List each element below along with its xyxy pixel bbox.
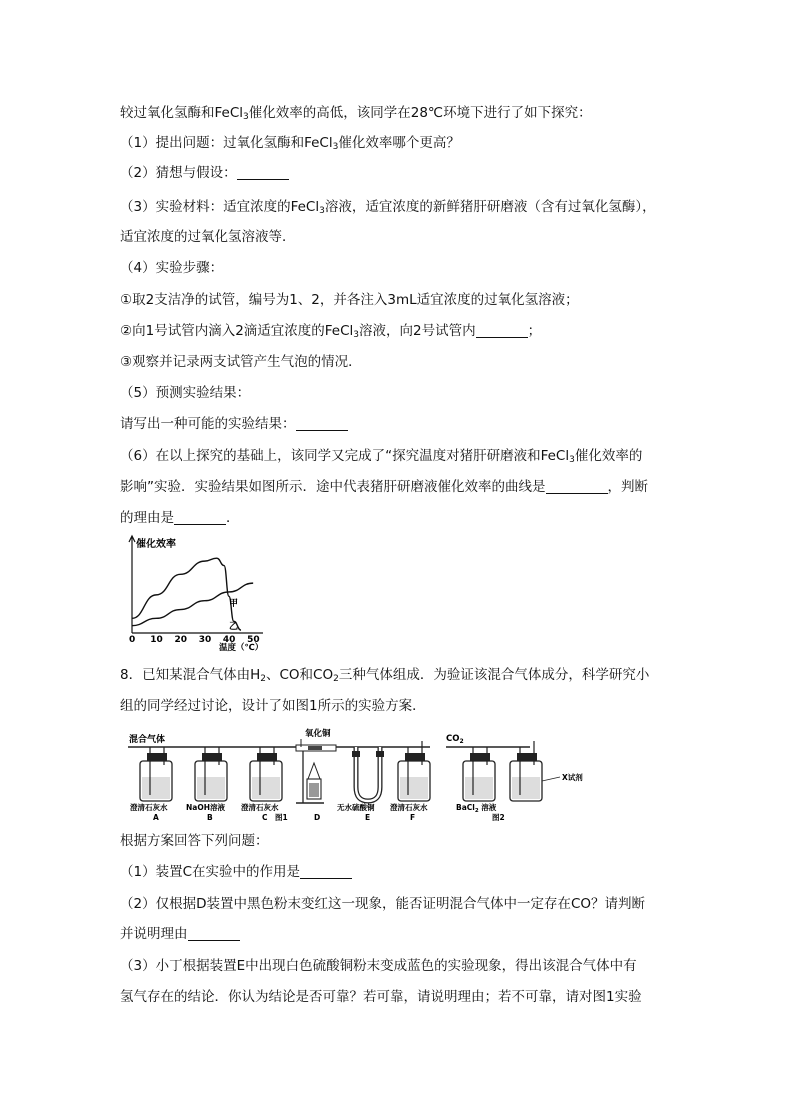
catalysis-efficiency-chart <box>118 533 268 653</box>
paragraph-line: （6）在以上探究的基础上，该同学又完成了“探究温度对猪肝研磨液和FeCl$_3$催化效率的 <box>120 448 643 465</box>
bottle-f-label: 澄清石灰水 <box>390 803 428 812</box>
question-text: （2）猜想与假设： <box>120 163 289 183</box>
co2-inlet-label: $CO_2$ <box>446 734 464 745</box>
bottle-x-reagent <box>510 741 560 801</box>
legend-label-yi: 乙 <box>229 622 239 632</box>
question-text: （1）提出问题：过氧化氢酶和FeCl$_3$催化效率哪个更高？ <box>120 135 460 152</box>
x-tick-label: 10 <box>150 635 163 645</box>
answer-blank[interactable] <box>476 323 528 338</box>
figure-2-caption: 图2 <box>492 813 505 822</box>
tube-e-label: 无水硫酸铜 <box>337 803 375 812</box>
apparatus-diagram <box>128 727 628 823</box>
bacl2-label: BaCl$_2$ 溶液 <box>456 803 497 814</box>
bottle-c-letter: C <box>262 813 268 822</box>
question-8-text: 8．已知某混合气体由$H_2$、CO和$CO_2$三种气体组成．为验证该混合气体成分，科学研究小 <box>120 667 650 684</box>
paragraph-line: （1）装置C在实验中的作用是 <box>120 862 352 882</box>
x-axis-label: 温度（℃） <box>219 643 264 653</box>
answer-blank[interactable] <box>296 416 348 431</box>
paragraph-line: ②向1号试管内滴入2滴适宜浓度的FeCl$_3$溶液，向2号试管内 ； <box>120 323 542 340</box>
paragraph-line: ③观察并记录两支试管产生气泡的情况． <box>120 354 362 370</box>
tube-e-letter: E <box>365 813 371 822</box>
bottle-f <box>398 741 430 801</box>
bottle-f-letter: F <box>410 813 416 822</box>
paragraph-line: 的理由是 ． <box>120 510 240 526</box>
paragraph-line: （2）仅根据D装置中黑色粉末变红这一现象，能否证明混合气体中一定存在CO？请判断 <box>120 896 646 912</box>
bottle-b-letter: B <box>207 813 213 822</box>
paragraph-line: 适宜浓度的过氧化氢溶液等． <box>120 229 296 245</box>
x-tick-label: 0 <box>129 635 136 645</box>
copper-oxide-label: 氧化铜 <box>305 729 331 739</box>
paragraph-line: 组的同学经过讨论，设计了如图1所示的实验方案． <box>120 698 426 714</box>
paragraph-line: 请写出一种可能的实验结果： <box>120 414 348 434</box>
x-tick-label: 40 <box>222 635 236 645</box>
paragraph-line: 较过氧化氢酶和FeCl$_3$催化效率的高低，该同学在28℃环境下进行了如下探究： <box>120 105 592 122</box>
heating-tube-d <box>296 739 336 803</box>
bottle-c-label: 澄清石灰水 <box>241 803 279 812</box>
x-tick-label: 20 <box>174 635 187 645</box>
tube-d-letter: D <box>314 813 321 822</box>
u-tube-e <box>352 747 384 801</box>
bottle-a-label: 澄清石灰水 <box>130 803 168 812</box>
paragraph-line: （3）小丁根据装置E中出现白色硫酸铜粉末变成蓝色的实验现象，得出该混合气体中有 <box>120 958 637 974</box>
x-tick-label: 50 <box>247 635 260 645</box>
paragraph-line: （3）实验材料：适宜浓度的FeCl$_3$溶液，适宜浓度的新鲜猪肝研磨液（含有过氧化氢酶）， <box>120 199 656 216</box>
paragraph-line: 根据方案回答下列问题： <box>120 833 269 849</box>
y-axis-label: 催化效率 <box>136 539 176 550</box>
paragraph-line: ①取2支洁净的试管，编号为1、2，并各注入3mL适宜浓度的过氧化氢溶液； <box>120 292 579 308</box>
bottle-bacl2 <box>463 747 495 801</box>
x-reagent-label: X试剂 <box>562 773 583 782</box>
bottle-a <box>140 747 172 801</box>
paragraph-line: （5）预测实验结果： <box>120 385 251 401</box>
paragraph-line: 并说明理由 <box>120 924 240 944</box>
bottle-b-label: NaOH溶液 <box>186 803 225 812</box>
bottle-c <box>250 747 282 801</box>
answer-blank[interactable] <box>300 864 352 879</box>
answer-blank[interactable] <box>546 479 608 494</box>
answer-blank[interactable] <box>237 165 289 180</box>
answer-blank[interactable] <box>174 510 226 525</box>
x-tick-label: 30 <box>198 635 212 645</box>
bottle-a-letter: A <box>153 813 159 822</box>
gas-inlet-label: 混合气体 <box>129 735 166 745</box>
answer-blank[interactable] <box>188 926 240 941</box>
bottle-b <box>195 747 227 801</box>
paragraph-line: （4）实验步骤： <box>120 260 224 276</box>
figure-1-caption: 图1 <box>275 813 288 822</box>
paragraph-line: 影响”实验．实验结果如图所示．途中代表猪肝研磨液催化效率的曲线是 ，判断 <box>120 479 648 495</box>
legend-label-jia: 甲 <box>229 599 239 609</box>
paragraph-line: 氢气存在的结论．你认为结论是否可靠？若可靠，请说明理由；若不可靠，请对图1实验 <box>120 989 642 1005</box>
